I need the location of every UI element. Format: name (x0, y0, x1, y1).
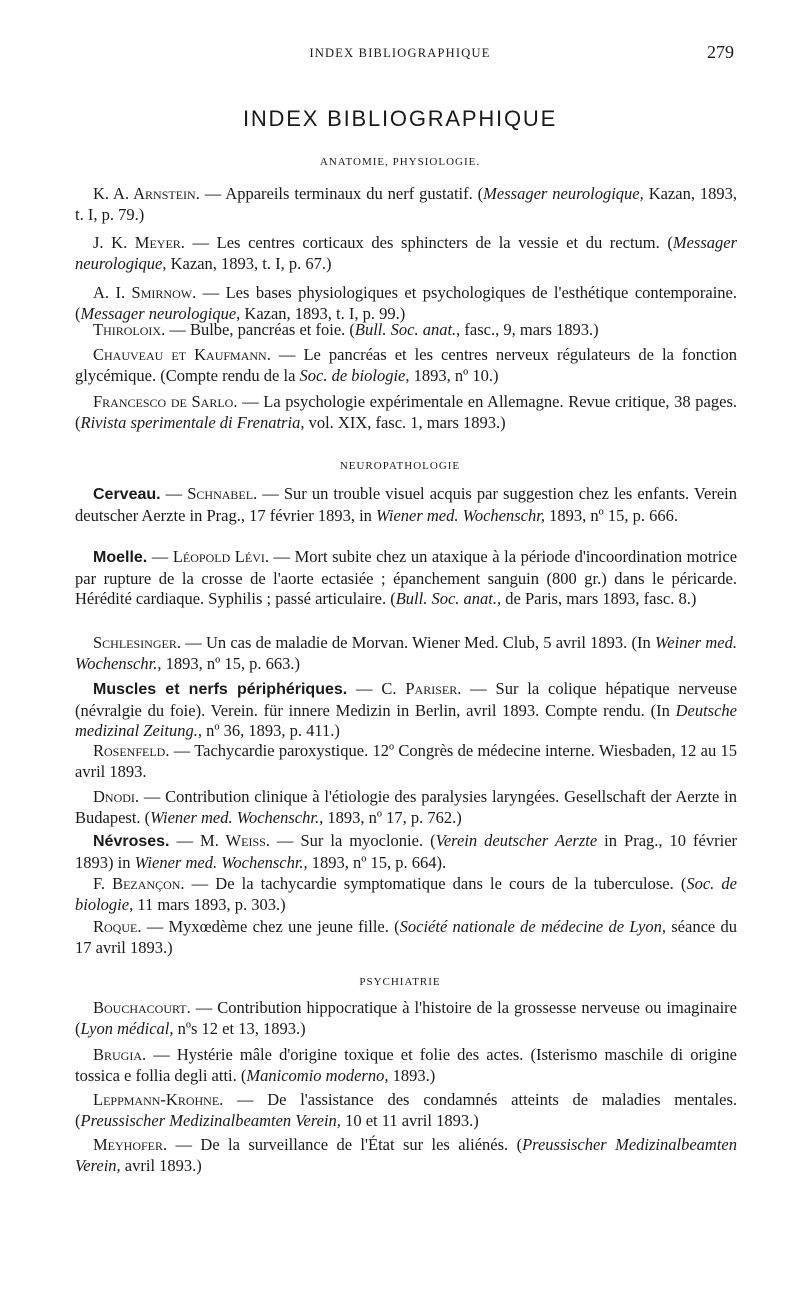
entry-journal: Soc. de biologie, (299, 365, 410, 385)
bibliography-entry (75, 345, 737, 386)
bibliography-entry (75, 787, 737, 828)
entry-journal: Preussischer Medizinalbeamten Verein, (75, 1135, 737, 1175)
entry-journal: Bull. Soc. anat., (395, 589, 502, 608)
bibliography-entry (75, 1090, 737, 1131)
entry-text: Kazan, 1893, t. I, p. 67.) (166, 253, 332, 273)
entry-journal: Preussischer Medizinalbeamten Verein, (80, 1110, 341, 1130)
entry-text: — De la tachycardie symptomatique dans le cours de la tuberculose. ( (184, 874, 687, 893)
entry-author: Francesco de Sarlo. (93, 392, 238, 411)
entry-text: — Bulbe, pancréas et foie. ( (165, 320, 355, 339)
entry-author: K. A. Arnstein. (93, 184, 200, 203)
entry-text: — Tachycardie paroxystique. 12º Congrès de médecine interne. Wiesbaden, 12 au 15 avril 1893. (75, 741, 737, 781)
bibliography-entry (75, 233, 737, 274)
page-number: 279 (707, 42, 734, 62)
entry-author: M. Weiss. (200, 831, 270, 850)
entry-text: — Hystérie mâle d'origine toxique et folie des actes. (Isterismo maschile di origine tossica e follia degli atti. ( (75, 1045, 737, 1085)
bibliography-entry: Névroses. — M. Weiss. — Sur la myoclonie. (Verein deutscher Aerzte in Prag., 10 février 1893) in Wiener med. Wochenschr., 1893, nº 15, p. 664). (75, 831, 738, 872)
entry-author: Rosenfeld. (93, 741, 170, 760)
entry-text: vol. XIX, fasc. 1, mars 1893.) (304, 412, 506, 432)
entry-journal: Weiner med. Wochenschr., (75, 633, 737, 673)
entry-topic: Névroses. (93, 833, 170, 850)
entry-text: — Sur la myoclonie. ( (269, 831, 436, 850)
bibliography-entry (75, 392, 737, 433)
entry-journal: Société nationale de médecine de Lyon, (399, 917, 666, 936)
entry-text: fasc., 9, mars 1893.) (460, 320, 599, 339)
entry-text: 1893, nº 15, p. 666. (544, 505, 678, 525)
entry-author: Schlesinger. (93, 633, 181, 652)
entry-author: F. Bezançon. (93, 874, 185, 893)
bibliography-entry (75, 320, 737, 341)
bibliography-entry (75, 741, 737, 782)
entry-author: Leppmann-Krohne. (93, 1090, 224, 1109)
entry-text: — Un cas de maladie de Morvan. Wiener Med. Club, 5 avril 1893. (In (180, 633, 656, 652)
entry-text: — Le pancréas et les centres nerveux régulateurs de la fonction glycémique. (Compte rendu de la (75, 345, 737, 385)
entry-text: — De la surveillance de l'État sur les aliénés. ( (167, 1135, 523, 1154)
section-heading-neuropathologie: NEUROPATHOLOGIE (339, 460, 461, 472)
entry-author: Thiroloix. (93, 320, 166, 339)
entry-text: in Prag., 10 février 1893) in (75, 831, 738, 872)
section-heading-anatomie: ANATOMIE, PHYSIOLOGIE. (319, 156, 481, 168)
entry-text: — Myxœdème chez une jeune fille. ( (141, 917, 400, 936)
entry-journal: Wiener med. Wochenschr., (150, 807, 324, 827)
entry-journal: Deutsche medizinal Zeitung., (75, 700, 737, 740)
entry-text: — Les bases physiologiques et psychologiques de l'esthétique contemporaine. ( (75, 283, 737, 323)
entry-journal: Soc. de biologie, (75, 874, 737, 914)
entry-text: Kazan, 1893, t. I, p. 99.) (240, 303, 406, 323)
bibliography-entry (75, 1045, 737, 1086)
entry-author: Chauveau et Kaufmann. (93, 345, 271, 364)
entry-author: Dnodi. (93, 787, 140, 806)
entry-author: Léopold Lévi. (172, 547, 269, 566)
entry-text: — Sur la colique hépatique nerveuse (névralgie du foie). Verein. für innere Medizin in Berlin, avril 1893. Compte rendu. (In (75, 679, 738, 720)
entry-topic: Cerveau. (93, 486, 161, 503)
entry-journal: Bull. Soc. anat., (354, 320, 461, 339)
entry-journal: Manicomio moderno, (246, 1065, 389, 1085)
entry-text: Kazan, 1893, t. I, p. 79.) (75, 184, 738, 224)
entry-author: Meyhofer. (93, 1135, 168, 1154)
entry-journal: Verein deutscher Aerzte (435, 831, 598, 850)
entry-author: Bouchacourt. (93, 998, 191, 1017)
entry-text: — Contribution clinique à l'étiologie des paralysies laryngées. Gesellschaft der Aerzte in Budapest. ( (75, 787, 737, 827)
entry-author: Brugia. (93, 1045, 147, 1064)
bibliography-entry (75, 184, 737, 225)
page-title: INDEX BIBLIOGRAPHIQUE (242, 106, 558, 131)
entry-text: séance du 17 avril 1893.) (75, 917, 737, 957)
entry-author: C. Pariser. (381, 679, 462, 698)
entry-journal: Messager neurologique, (483, 184, 644, 203)
entry-author: A. I. Smirnow. (93, 283, 197, 302)
entry-text: 10 et 11 avril 1893.) (340, 1110, 479, 1130)
bibliography-entry (75, 633, 737, 674)
entry-topic: Moelle. (93, 549, 148, 566)
entry-text: — Contribution hippocratique à l'histoire de la grossesse nerveuse ou imaginaire ( (75, 998, 737, 1038)
bibliography-entry: Cerveau. — Schnabel. — Sur un trouble visuel acquis par suggestion chez les enfants. Verein deutscher Aerzte in Prag., 17 février 1893, in Wiener med. Wochenschr, 1893, nº 15, p. 666. (75, 484, 737, 525)
bibliography-entry (75, 998, 737, 1039)
entry-text: 11 mars 1893, p. 303.) (133, 894, 286, 914)
entry-text: — De l'assistance des condamnés atteints de maladies mentales. ( (75, 1090, 737, 1130)
entry-text: nº 36, 1893, p. 411.) (201, 721, 340, 740)
bibliography-entry: Muscles et nerfs périphériques. — C. Pariser. — Sur la colique hépatique nerveuse (névralgie du foie). Verein. für innere Medizin in Berlin, avril 1893. Compte rendu. (In Deutsche medizinal Zeitung., nº 36, 1893, p. 411.) (75, 679, 738, 740)
entry-text: avril 1893.) (120, 1155, 202, 1175)
entry-journal: Messager neurologique, (75, 233, 737, 273)
entry-text: — Les centres corticaux des sphincters de la vessie et du rectum. ( (184, 233, 673, 252)
bibliography-entry (75, 874, 737, 915)
entry-journal: Lyon médical, (80, 1018, 174, 1038)
entry-journal: Wiener med. Wochenschr, (376, 505, 545, 525)
entry-journal: Messager neurologique, (80, 303, 241, 323)
entry-text: 1893, nº 15, p. 663.) (161, 653, 300, 673)
entry-journal: Wiener med. Wochenschr., (134, 852, 308, 872)
running-header (0, 42, 800, 70)
entry-text: — Sur un trouble visuel acquis par suggestion chez les enfants. Verein deutscher Aerzte in Prag., 17 février 1893, in (75, 484, 737, 525)
entry-text: — La psychologie expérimentale en Allemagne. Revue critique, 38 pages. ( (75, 392, 738, 432)
entry-author: Schnabel. (187, 484, 258, 503)
entry-author: Roque. (93, 917, 142, 936)
section-heading-psychiatrie: PSYCHIATRIE (359, 976, 441, 988)
running-title: INDEX BIBLIOGRAPHIQUE (309, 46, 491, 60)
entry-text: 1893, nº 17, p. 762.) (323, 807, 462, 827)
entry-text: de Paris, mars 1893, fasc. 8.) (501, 589, 697, 608)
entry-journal: Rivista sperimentale di Frenatria, (80, 412, 305, 432)
entry-text: 1893.) (388, 1065, 436, 1085)
entry-text: 1893, nº 15, p. 664). (307, 852, 447, 872)
entry-text: — Appareils terminaux du nerf gustatif. ( (199, 184, 484, 203)
bibliography-entry (75, 917, 737, 958)
entry-text: — Mort subite chez un ataxique à la période d'incoordination motrice par rupture de la crosse de l'aorte ectasiée ; épanchement sanguin (800 gr.) dans le péricarde. Hérédité cardiaque. Syphilis ; passé articulaire. ( (75, 547, 738, 608)
entry-text: nºs 12 et 13, 1893.) (173, 1018, 306, 1038)
entry-author: J. K. Meyer. (93, 233, 185, 252)
entry-topic: Muscles et nerfs périphériques. (93, 681, 348, 698)
entry-text: 1893, nº 10.) (409, 365, 499, 385)
bibliography-entry (75, 1135, 737, 1176)
bibliography-entry: Moelle. — Léopold Lévi. — Mort subite chez un ataxique à la période d'incoordination motrice par rupture de la crosse de l'aorte ectasiée ; épanchement sanguin (800 gr.) dans le péricarde. Hérédité cardiaque. Syphilis ; passé articulaire. (Bull. Soc. anat., de Paris, mars 1893, fasc. 8.) (75, 547, 738, 608)
bibliography-entry (75, 283, 737, 324)
